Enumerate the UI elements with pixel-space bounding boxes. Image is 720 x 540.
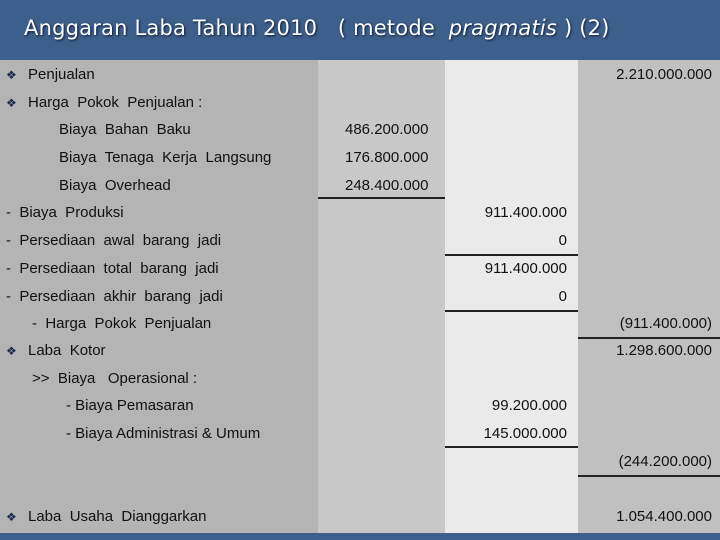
pemasaran-value: 99.200.000 — [491, 397, 567, 414]
diamond-bullet-icon: ❖ — [6, 344, 17, 358]
hpp-header: Harga Pokok Penjualan : — [28, 94, 203, 111]
slide-title — [24, 16, 610, 40]
title-prefix: Anggaran Laba Tahun 2010 ( metode — [24, 16, 449, 40]
penjualan-value: 2.210.000.000 — [616, 66, 712, 83]
sum-line — [578, 337, 720, 339]
kotor-label: Laba Kotor — [28, 342, 106, 359]
produksi-value: 911.400.000 — [484, 204, 567, 221]
akhir-label: - Persediaan akhir barang jadi — [6, 288, 223, 305]
awal-label: - Persediaan awal barang jadi — [6, 232, 222, 249]
overhead-label: Biaya Overhead — [59, 177, 171, 194]
bahan-label: Biaya Bahan Baku — [59, 121, 191, 138]
overhead-value: 248.400.000 — [345, 177, 429, 194]
administrasi-value: 145.000.000 — [483, 425, 567, 442]
hpp-label: - Harga Pokok Penjualan — [32, 315, 212, 332]
hpp-value: (911.400.000) — [619, 315, 712, 332]
usaha-label: Laba Usaha Dianggarkan — [28, 508, 207, 525]
title-italic: pragmatis — [448, 16, 558, 40]
diamond-bullet-icon: ❖ — [6, 510, 17, 524]
akhir-value: 0 — [558, 288, 567, 305]
total-label: - Persediaan total barang jadi — [6, 260, 219, 277]
diamond-bullet-icon: ❖ — [6, 96, 17, 110]
sum-line — [578, 475, 720, 477]
sum-line — [445, 446, 578, 448]
sum-line — [318, 197, 445, 199]
sum-line — [445, 310, 578, 312]
kotor-value: 1.298.600.000 — [616, 342, 712, 359]
penjualan-label: Penjualan — [28, 66, 95, 83]
produksi-label: - Biaya Produksi — [6, 204, 124, 221]
administrasi-label: - Biaya Administrasi & Umum — [66, 425, 261, 442]
awal-value: 0 — [558, 232, 567, 249]
tenaga-value: 176.800.000 — [345, 149, 429, 166]
sum-line — [445, 254, 578, 256]
diamond-bullet-icon: ❖ — [6, 68, 17, 82]
total-operasional-value: (244.200.000) — [618, 453, 712, 470]
bottom-strip — [0, 533, 720, 540]
title-suffix: ) (2) — [557, 16, 610, 40]
operasional-label: >> Biaya Operasional : — [32, 370, 198, 387]
usaha-value: 1.054.400.000 — [616, 508, 712, 525]
bahan-value: 486.200.000 — [345, 121, 429, 138]
pemasaran-label: - Biaya Pemasaran — [66, 397, 194, 414]
total-value: 911.400.000 — [484, 260, 567, 277]
tenaga-label: Biaya Tenaga Kerja Langsung — [59, 149, 272, 166]
